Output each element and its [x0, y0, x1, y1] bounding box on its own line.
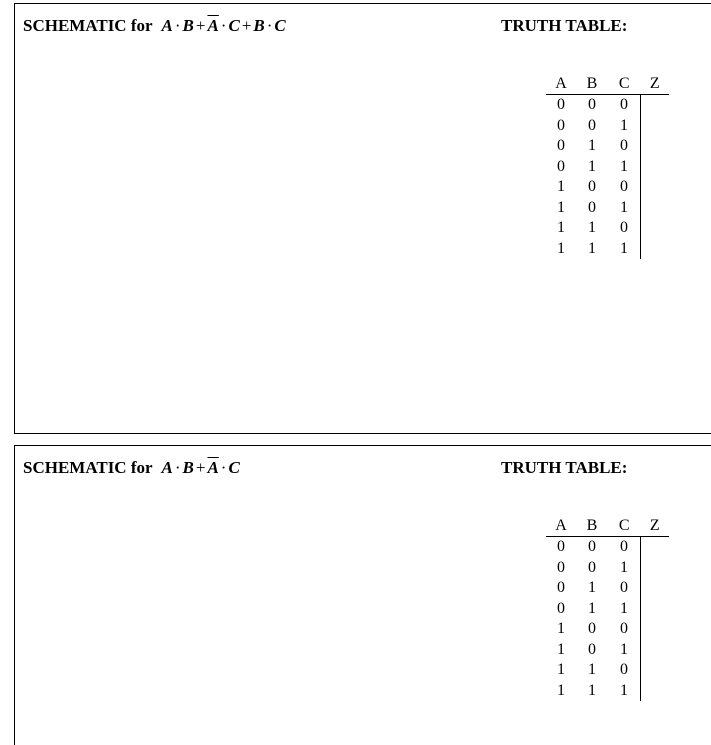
expression-variable: C: [228, 16, 240, 35]
input-cell: 0: [557, 157, 565, 175]
table-row: [546, 116, 669, 137]
output-z-cell[interactable]: [641, 660, 670, 681]
table-row: [546, 136, 669, 157]
table-row: [546, 578, 669, 599]
output-z-cell[interactable]: [641, 681, 670, 702]
schematic-panel-2: [14, 445, 711, 745]
input-cell: 1: [620, 640, 628, 658]
input-cell: 0: [620, 661, 628, 678]
expression-operator: ·: [220, 16, 227, 35]
input-cell: 1: [557, 640, 565, 658]
expression-operator: +: [195, 16, 206, 35]
expression-variable: B: [182, 16, 194, 35]
table-row: [546, 599, 669, 620]
input-cell: 1: [557, 178, 565, 195]
input-cell: 1: [620, 198, 628, 216]
truth-table: [546, 516, 669, 701]
expression-variable: B: [182, 458, 194, 477]
input-cell: 0: [620, 178, 628, 195]
expression-operator: ·: [220, 458, 227, 477]
column-header-b: B: [576, 516, 608, 537]
input-cell: 1: [557, 219, 565, 236]
input-cell: 1: [620, 558, 628, 576]
input-cell: 1: [588, 599, 596, 617]
input-cell: 1: [557, 239, 565, 257]
output-z-cell[interactable]: [641, 116, 670, 137]
input-cell: 1: [620, 599, 628, 617]
input-cell: 0: [620, 620, 628, 637]
input-cell: 0: [620, 137, 628, 154]
input-cell: 0: [588, 96, 596, 113]
table-row: [546, 660, 669, 681]
input-cell: 1: [588, 219, 596, 236]
input-cell: 0: [557, 137, 565, 154]
input-cell: 1: [620, 116, 628, 134]
output-z-cell[interactable]: [641, 177, 670, 198]
expression-variable: C: [228, 458, 240, 477]
input-cell: 1: [557, 620, 565, 637]
input-cell: 1: [557, 681, 565, 699]
output-z-cell[interactable]: [641, 537, 670, 558]
schematic-heading-label: SCHEMATIC for: [23, 16, 153, 35]
expression-variable: C: [274, 16, 286, 35]
column-header-a: A: [546, 74, 576, 95]
input-cell: 0: [620, 96, 628, 113]
column-header-z: Z: [641, 74, 670, 95]
table-row: [546, 640, 669, 661]
schematic-heading: [23, 16, 286, 36]
truth-table-heading: TRUTH TABLE:: [501, 16, 628, 35]
input-cell: 0: [557, 558, 565, 576]
output-z-cell[interactable]: [641, 619, 670, 640]
column-header-z: Z: [641, 516, 670, 537]
schematic-heading-label: SCHEMATIC for: [23, 458, 153, 477]
output-z-cell[interactable]: [641, 95, 670, 116]
expression-variable: A: [161, 458, 173, 477]
output-z-cell[interactable]: [641, 578, 670, 599]
input-cell: 1: [588, 661, 596, 678]
input-cell: 1: [620, 681, 628, 699]
schematic-heading: [23, 458, 240, 478]
input-cell: 1: [588, 137, 596, 154]
table-row: [546, 681, 669, 702]
input-cell: 1: [557, 198, 565, 216]
table-row: [546, 537, 669, 558]
truth-table: [546, 74, 669, 259]
input-cell: 1: [557, 661, 565, 678]
input-cell: 0: [588, 198, 596, 216]
input-cell: 0: [557, 96, 565, 113]
expression-variable: B: [253, 16, 265, 35]
input-cell: 0: [557, 538, 565, 555]
table-row: [546, 157, 669, 178]
truth-table-header-row: [546, 74, 669, 95]
expression-operator: +: [241, 16, 252, 35]
table-row: [546, 558, 669, 579]
column-header-a: A: [546, 516, 576, 537]
input-cell: 0: [557, 599, 565, 617]
expression-variable: $\overline{A}$: [207, 16, 219, 35]
expression-operator: ·: [174, 458, 181, 477]
table-row: [546, 239, 669, 260]
input-cell: 1: [588, 681, 596, 699]
input-cell: 0: [588, 640, 596, 658]
column-header-c: C: [608, 516, 641, 537]
boolean-expression: [162, 16, 286, 35]
input-cell: 0: [588, 558, 596, 576]
table-row: [546, 198, 669, 219]
output-z-cell[interactable]: [641, 136, 670, 157]
input-cell: 0: [588, 538, 596, 555]
input-cell: 1: [588, 239, 596, 257]
column-header-b: B: [576, 74, 608, 95]
table-row: [546, 177, 669, 198]
output-z-cell[interactable]: [641, 157, 670, 178]
table-row: [546, 218, 669, 239]
output-z-cell[interactable]: [641, 198, 670, 219]
truth-table-header-row: [546, 516, 669, 537]
input-cell: 1: [588, 157, 596, 175]
table-row: [546, 95, 669, 116]
output-z-cell[interactable]: [641, 239, 670, 260]
input-cell: 1: [620, 239, 628, 257]
expression-operator: +: [195, 458, 206, 477]
input-cell: 0: [620, 219, 628, 236]
input-cell: 0: [557, 579, 565, 596]
table-row: [546, 619, 669, 640]
output-z-cell[interactable]: [641, 558, 670, 579]
truth-table-heading: TRUTH TABLE:: [501, 458, 628, 477]
input-cell: 1: [588, 579, 596, 596]
expression-operator: ·: [266, 16, 273, 35]
output-z-cell[interactable]: [641, 218, 670, 239]
input-cell: 0: [620, 579, 628, 596]
input-cell: 0: [588, 620, 596, 637]
schematic-panel-1: [14, 3, 711, 434]
input-cell: 0: [557, 116, 565, 134]
expression-variable: A: [161, 16, 173, 35]
expression-operator: ·: [174, 16, 181, 35]
column-header-c: C: [608, 74, 641, 95]
input-cell: 0: [588, 178, 596, 195]
output-z-cell[interactable]: [641, 640, 670, 661]
input-cell: 1: [620, 157, 628, 175]
input-cell: 0: [620, 538, 628, 555]
expression-variable: $\overline{A}$: [207, 458, 219, 477]
input-cell: 0: [588, 116, 596, 134]
boolean-expression: [162, 458, 240, 477]
output-z-cell[interactable]: [641, 599, 670, 620]
